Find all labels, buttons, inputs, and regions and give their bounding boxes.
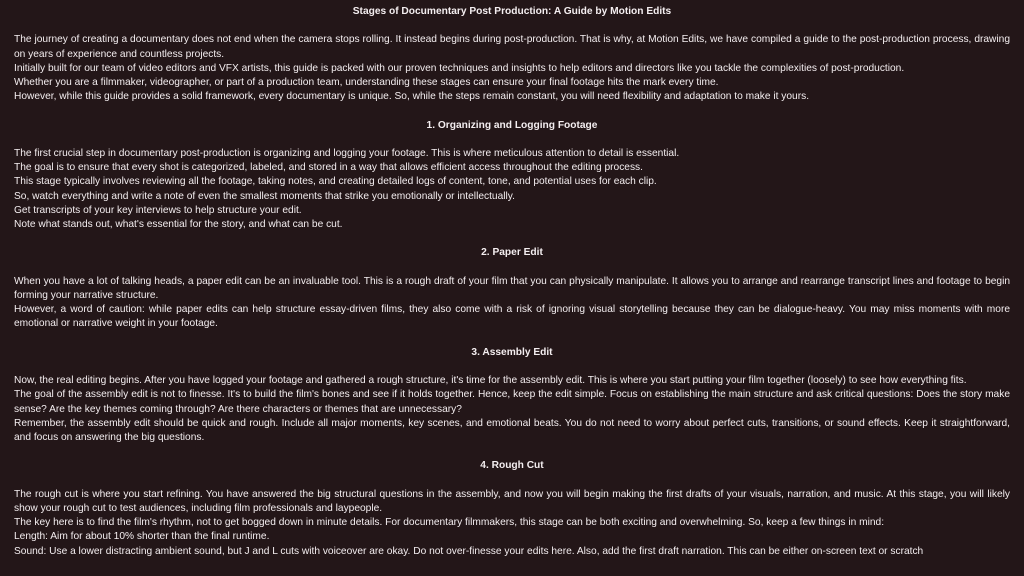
intro-block <box>14 33 1010 104</box>
section-paragraph: So, watch everything and write a note of even the smallest moments that strike you emotionally or intellectually. <box>14 190 515 202</box>
section-paragraph: The goal of the assembly edit is not to finesse. It's to build the film's bones and see if it holds together. Hence, keep the edit simple. Focus on establishing the main structure and ask critical questions: Does the story make sense? Are the key themes coming through? Are there characters or themes that are unnecessary? <box>14 389 1010 415</box>
spacer <box>14 19 1010 33</box>
section-body <box>14 374 1010 445</box>
intro-paragraph: The journey of creating a documentary does not end when the camera stops rolling. It instead begins during post-production. That is why, at Motion Edits, we have compiled a guide to the post-production process, drawing on years of experience and countless projects. <box>14 34 1010 60</box>
section-body <box>14 275 1010 332</box>
spacer <box>14 104 1010 118</box>
section-paragraph: The key here is to find the film's rhythm, not to get bogged down in minute details. For documentary filmmakers, this stage can be both exciting and overwhelming. So, keep a few things in mind: <box>14 517 885 529</box>
spacer <box>14 261 1010 275</box>
spacer <box>14 360 1010 374</box>
spacer <box>14 474 1010 488</box>
section-heading: 2. Paper Edit <box>481 247 543 259</box>
section-paragraph: Get transcripts of your key interviews to help structure your edit. <box>14 204 302 216</box>
document-title: Stages of Documentary Post Production: A Guide by Motion Edits <box>352 6 672 17</box>
spacer <box>14 445 1010 459</box>
spacer <box>14 332 1010 346</box>
intro-paragraph: Initially built for our team of video editors and VFX artists, this guide is packed with our proven techniques and insights to help editors and directors like you tackle the complexities of post-production. <box>14 62 905 74</box>
section-paragraph: The first crucial step in documentary post-production is organizing and logging your footage. This is where meticulous attention to detail is essential. <box>14 147 680 159</box>
section-heading: 3. Assembly Edit <box>471 346 553 358</box>
section-paragraph: This stage typically involves reviewing all the footage, taking notes, and creating detailed logs of content, tone, and potential uses for each clip. <box>14 176 657 188</box>
section-paragraph: However, a word of caution: while paper edits can help structure essay-driven films, they also come with a risk of ignoring visual storytelling because they can be dialogue-heavy. You may miss moments with more emotional or narrative weight in your footage. <box>14 304 1010 330</box>
section-paragraph: Remember, the assembly edit should be quick and rough. Include all major moments, key scenes, and emotional beats. You do not need to worry about perfect cuts, transitions, or sound effects. Keep it straightforward, and focus on answering the big questions. <box>14 417 1010 443</box>
section-paragraph: Sound: Use a lower distracting ambient sound, but J and L cuts with voiceover are okay. Do not over-finesse your edits here. Also, add the first draft narration. This can be either on-screen text or scratch <box>14 545 924 557</box>
spacer <box>14 133 1010 147</box>
document-page <box>14 0 1010 576</box>
section-paragraph: Now, the real editing begins. After you have logged your footage and gathered a rough structure, it's time for the assembly edit. This is where you start putting your film together (loosely) to see how everything fits. <box>14 375 967 387</box>
section-paragraph: The goal is to ensure that every shot is categorized, labeled, and stored in a way that allows efficient access throughout the editing process. <box>14 162 643 174</box>
spacer <box>14 232 1010 246</box>
section-body <box>14 488 1010 559</box>
section-paragraph: The rough cut is where you start refining. You have answered the big structural questions in the assembly, and now you will begin making the first drafts of your visuals, narration, and music. At this stage, you will likely show your rough cut to test audiences, including film professionals and laypeople. <box>14 488 1010 514</box>
section-heading: 4. Rough Cut <box>480 460 544 472</box>
section-paragraph: When you have a lot of talking heads, a paper edit can be an invaluable tool. This is a rough draft of your film that you can physically manipulate. It allows you to arrange and rearrange transcript lines and footage to begin forming your narrative structure. <box>14 275 1010 301</box>
section-heading: 1. Organizing and Logging Footage <box>426 119 598 131</box>
section-paragraph: Note what stands out, what's essential for the story, and what can be cut. <box>14 218 343 230</box>
intro-paragraph: Whether you are a filmmaker, videographer, or part of a production team, understanding these stages can ensure your final footage hits the mark every time. <box>14 76 719 88</box>
section-body <box>14 147 1010 232</box>
intro-paragraph: However, while this guide provides a solid framework, every documentary is unique. So, while the steps remain constant, you will need flexibility and adaptation to make it yours. <box>14 91 810 103</box>
section-paragraph: Length: Aim for about 10% shorter than the final runtime. <box>14 531 270 543</box>
